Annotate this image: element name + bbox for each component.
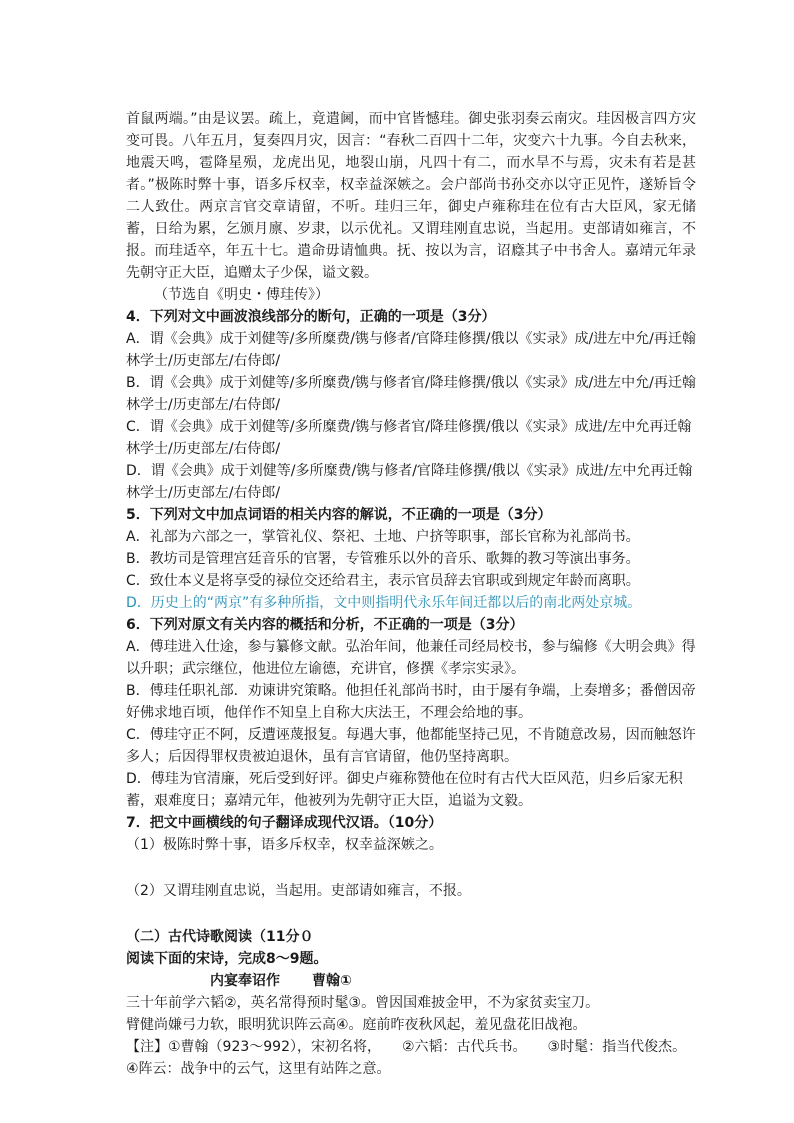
question-5-option-b: B．教坊司是管理宫廷音乐的官署，专管雅乐以外的音乐、歌舞的教习等演出事务。: [126, 551, 640, 567]
question-4-option-c: C．谓《会典》成于刘健等/多所糜费/镌与修者官/降珪修撰/俄以《实录》成进/左中允再迁翰林学士/历吏部左/右侍郎/: [126, 419, 692, 457]
question-5-option-a: A．礼部为六部之一，掌管礼仪、祭祀、土地、户挤等职事，部长官称为礼部尚书。: [126, 529, 640, 545]
poem-title: 内宴奉诏作: [210, 973, 280, 989]
question-6-option-b: B．傅珪任职礼部．劝谏讲究策略。他担任礼部尚书时，由于屡有争端，上奏增多；番僧因帝好佛求地百顷，他佯作不知皇上自称大庆法王，不理会给地的事。: [126, 683, 696, 721]
poem-note-2: ④阵云：战争中的云气，这里有站阵之意。: [126, 1061, 391, 1077]
question-4-option-b: B．谓《会典》成于刘健等/多所糜费/镌与修者官/降珪修撰/俄以《实录》成/进左中允/再迁翰林学士/历吏部左/右侍郎/: [126, 375, 696, 413]
passage-source: （节选自《明史・傅珪传》）: [154, 287, 329, 303]
question-7-item-2: （2）又谓珪刚直忠说，当起用。吏部请如雍言，不报。: [126, 883, 471, 899]
question-7-stem: 7．把文中画横线的句子翻译成现代汉语。（10分）: [126, 815, 443, 831]
question-5-stem: 5．下列对文中加点词语的相关内容的解说，不正确的一项是（3分）: [126, 507, 552, 523]
question-4-option-d: D．谓《会典》成于刘健等/多所糜费/镌与修者/官降珪修撰/俄以《实录》成进/左中允再迁翰林学士/历吏部左/右侍郎/: [126, 463, 693, 501]
section-2-instruction: 阅读下面的宋诗，完成8～9题。: [126, 951, 328, 967]
question-6-option-d: D．傅珪为官清廉，死后受到好评。御史卢雍称赞他在位时有古代大臣风范，归乡后家无积蓄，艰难度日；嘉靖元年，他被列为先朝守正大臣，追谥为文毅。: [126, 771, 683, 809]
answer-space: [126, 902, 696, 926]
poem-note-1: 【注】①曹翰（923～992），宋初名将， ②六韬：古代兵书。 ③时髦：指当代俊杰。: [126, 1039, 687, 1055]
question-5-option-d: D．历史上的“两京”有多种所指，文中则指明代永乐年间迁都以后的南北两处京城。: [126, 595, 642, 611]
section-2-title: （二）古代诗歌阅读（11分０: [126, 929, 314, 945]
question-7-item-1: （1）极陈时弊十事，语多斥权幸，权幸益深嫉之。: [126, 837, 443, 853]
question-6-option-a: A．傅珪进入仕途，参与纂修文献。弘治年间，他兼任司经局校书，参与编修《大明会典》得以升职；武宗继位，他进位左谕德，充讲官，修撰《孝宗实录》。: [126, 639, 696, 677]
question-6-option-c: C．傅珪守正不阿，反遭诬蔑报复。每遇大事，他都能坚持己见，不肯随意改易，因而触怒许多人；后因得罪权贵被迫退休，虽有言官请留，他仍坚持离职。: [126, 727, 696, 765]
question-6-stem: 6．下列对原文有关内容的概括和分析，不正确的一项是（3分）: [126, 617, 524, 633]
answer-space: [126, 856, 696, 880]
question-4-option-a: A．谓《会典》成于刘健等/多所糜费/镌与修者/官降珪修撰/俄以《实录》成/进左中允/再迁翰林学士/历吏部左/右侍郎/: [126, 331, 696, 369]
document-content: [126, 108, 696, 1080]
question-4-stem: 4．下列对文中画波浪线部分的断句，正确的一项是（3分）: [126, 309, 496, 325]
poem-line-1: 三十年前学六韬②，英名常得预时髦③。曾因国难披金甲，不为家贫卖宝刀。: [126, 995, 600, 1011]
question-5-option-c: C．致仕本义是将享受的禄位交还给君主，表示官员辞去官职或到规定年龄而离职。: [126, 573, 640, 589]
passage-text: 首鼠两端。”由是议罢。疏上，竟遣阃，而中官皆憾珪。御史张羽奏云南灾。珪因极言四方灾变可畏。八年五月，复奏四月灾，因言：“春秋二百四十二年，灾变六十九事。今自去秋来，地震天鸣，雹降星殒，龙虎出见，地裂山崩，凡四十有二，而水旱不与焉，灾未有若是甚者。”极陈时弊十事，语多斥权幸，权幸益深嫉之。会户部尚书孙交亦以守正见忤，遂矫旨令二人致仕。两京言官交章请留，不听。珪归三年，御史卢雍称珪在位有古大臣风，家无储蓄，日给为累，乞颁月廪、岁隶，以示优礼。又谓珪刚直忠说，当起用。吏部请如雍言，不报。而珪适卒，年五十七。遣命毋请恤典。抚、按以为言，诏廕其子中书舍人。嘉靖元年录先朝守正大臣，追赠太子少保，谥文毅。: [126, 111, 696, 281]
poem-line-2: 臂健尚嫌弓力软，眼明犹识阵云高④。庭前昨夜秋风起，羞见盘花旧战袍。: [126, 1017, 587, 1033]
poem-author: 曹翰①: [312, 973, 352, 989]
poem-title-line: [126, 970, 696, 992]
